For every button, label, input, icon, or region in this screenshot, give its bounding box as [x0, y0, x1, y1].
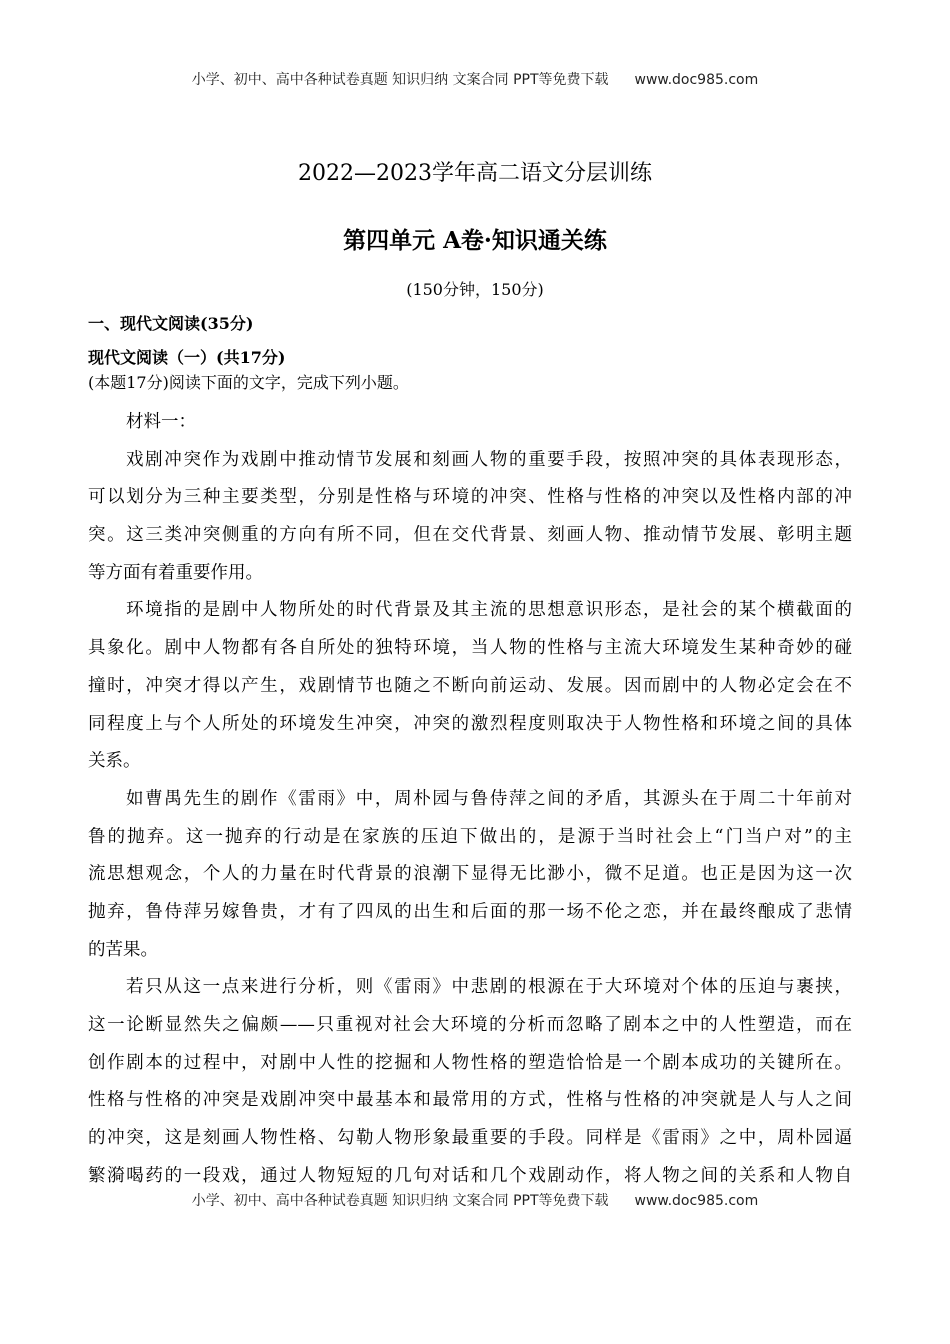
page-header: [0, 69, 950, 89]
passage-line: 材料一：: [126, 412, 196, 432]
passage-line: 繁漪喝药的一段戏，通过人物短短的几句对话和几个戏剧动作，将人物之间的关系和人物自: [88, 1165, 852, 1186]
passage-line: 流思想观念，个人的力量在时代背景的浪潮下显得无比渺小，微不足道。也正是因为这一次: [88, 864, 852, 885]
passage-line: 环境指的是剧中人物所处的时代背景及其主流的思想意识形态，是社会的某个横截面的: [126, 600, 852, 621]
passage-line: 突。这三类冲突侧重的方向有所不同，但在交代背景、刻画人物、推动情节发展、彰明主题: [88, 525, 852, 546]
subsection-heading: 现代文阅读（一）(共17分): [88, 348, 286, 367]
passage-line: 关系。: [88, 751, 141, 772]
passage-line: 同程度上与个人所处的环境发生冲突，冲突的激烈程度则取决于人物性格和环境之间的具体: [88, 713, 852, 734]
passage-line: 的冲突，这是刻画人物性格、勾勒人物形象最重要的手段。同样是《雷雨》之中，周朴园逼: [88, 1128, 852, 1149]
passage-line: 戏剧冲突作为戏剧中推动情节发展和刻画人物的重要手段，按照冲突的具体表现形态，: [126, 449, 852, 470]
reading-passage: [88, 404, 852, 1195]
passage-line: 撞时，冲突才得以产生，戏剧情节也随之不断向前运动、发展。因而剧中的人物必定会在不: [88, 675, 852, 696]
passage-line: 的苦果。: [88, 939, 158, 960]
passage-line: 可以划分为三种主要类型，分别是性格与环境的冲突、性格与性格的冲突以及性格内部的冲: [88, 487, 852, 508]
passage-line: 鲁的抛弃。这一抛弃的行动是在家族的压迫下做出的，是源于当时社会上“门当户对”的主: [88, 826, 852, 847]
passage-line: 创作剧本的过程中，对剧中人性的挖掘和人物性格的塑造恰恰是一个剧本成功的关键所在。: [88, 1052, 852, 1073]
time-score: (150分钟，150分): [406, 280, 544, 299]
instruction: (本题17分)阅读下面的文字，完成下列小题。: [88, 373, 409, 392]
passage-line: 性格与性格的冲突是戏剧冲突中最基本和最常用的方式，性格与性格的冲突就是人与人之间: [88, 1090, 852, 1111]
passage-line: 若只从这一点来进行分析，则《雷雨》中悲剧的根源在于大环境对个体的压迫与裹挟，: [126, 977, 852, 998]
footer-text: 小学、初中、高中各种试卷真题 知识归纳 文案合同 PPT等免费下载: [191, 1193, 609, 1209]
document-subtitle: 第四单元 A卷·知识通关练: [343, 227, 607, 254]
passage-line: 这一论断显然失之偏颇——只重视对社会大环境的分析而忽略了剧本之中的人性塑造，而在: [88, 1015, 852, 1035]
passage-line: 具象化。剧中人物都有各自所处的独特环境，当人物的性格与主流大环境发生某种奇妙的碰: [88, 638, 852, 659]
section-heading: 一、现代文阅读(35分): [88, 314, 254, 333]
header-url[interactable]: www.doc985.com: [634, 72, 759, 88]
document-title: 2022—2023学年高二语文分层训练: [298, 161, 652, 186]
passage-line: 等方面有着重要作用。: [88, 562, 263, 583]
header-text: 小学、初中、高中各种试卷真题 知识归纳 文案合同 PPT等免费下载: [191, 72, 609, 88]
page-footer: [0, 1190, 950, 1210]
passage-line: 抛弃，鲁侍萍另嫁鲁贵，才有了四凤的出生和后面的那一场不伦之恋，并在最终酿成了悲情: [88, 901, 852, 922]
footer-url[interactable]: www.doc985.com: [634, 1193, 759, 1209]
passage-line: 如曹禺先生的剧作《雷雨》中，周朴园与鲁侍萍之间的矛盾，其源头在于周二十年前对: [126, 788, 852, 809]
